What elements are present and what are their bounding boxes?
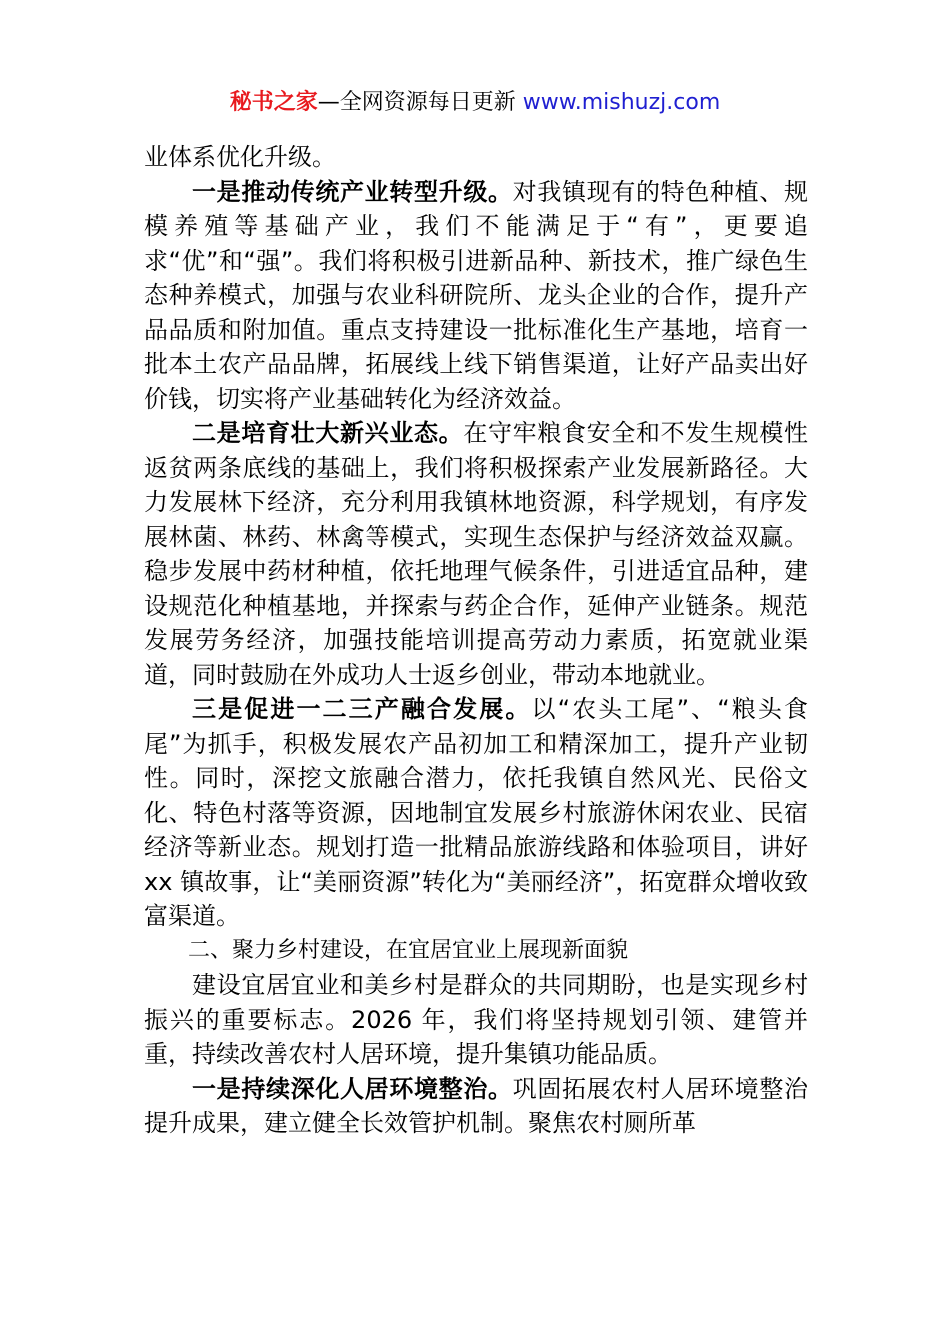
section-heading — [144, 934, 808, 969]
paragraph-upgrade-traditional-industry — [144, 175, 808, 417]
site-url-link[interactable]: www.mishuzj.com — [522, 90, 721, 115]
paragraph-lead: 一是推动传统产业转型升级。 — [192, 177, 513, 206]
paragraph-lead: 一是持续深化人居环境整治。 — [192, 1074, 513, 1103]
paragraph-text: 在守牢粮食安全和不发生规模性返贫两条底线的基础上，我们将积极探索产业发展新路径。大力发展林下经济，充分利用我镇林地资源，科学规划，有序发展林菌、林药、林禽等模式，实现生态保护与经济效益双赢。稳步发展中药材种植，依托地理气候条件，引进适宜品种，建设规范化种植基地，并探索与药企合作，延伸产业链条。规范发展劳务经济，加强技能培训提高劳动力素质，拓宽就业渠道，同时鼓励在外成功人士返乡创业，带动本地就业。 — [144, 419, 809, 689]
paragraph-rural-construction — [144, 968, 808, 1072]
paragraph-text: 对我镇现有的特色种植、规模养殖等基础产业，我们不能满足于“有”，更要追求“优”和“强”。我们将积极引进新品种、新技术，推广绿色生态种养模式，加强与农业科研院所、龙头企业的合作，提升产品品质和附加值。重点支持建设一批标准化生产基地，培育一批本土农产品品牌，拓展线上线下销售渠道，让好产品卖出好价钱，切实将产业基础转化为经济效益。 — [144, 177, 809, 413]
paragraph-text: 业体系优化升级。 — [144, 143, 336, 171]
site-header — [0, 88, 950, 118]
paragraph-text: 巩固拓展农村人居环境整治提升成果，建立健全长效管护机制。聚焦农村厕所革 — [144, 1074, 809, 1137]
paragraph-lead: 三是促进一二三产融合发展。 — [192, 695, 532, 723]
site-brand: 秘书之家 — [229, 90, 318, 115]
paragraph-industry-integration — [144, 692, 808, 934]
document-body — [144, 140, 808, 1141]
paragraph-text: 建设宜居宜业和美乡村是群众的共同期盼，也是实现乡村振兴的重要标志。2026 年，我们将坚持规划引领、建管并重，持续改善农村人居环境，提升集镇功能品质。 — [144, 971, 808, 1068]
paragraph-continuation — [144, 140, 808, 175]
paragraph-emerging-industries — [144, 416, 808, 692]
section-heading-text: 二、聚力乡村建设，在宜居宜业上展现新面貌 — [188, 937, 629, 963]
paragraph-text: 以“农头工尾”、“粮头食尾”为抓手，积极发展农产品初加工和精深加工，提升产业韧性。同时，深挖文旅融合潜力，依托我镇自然风光、民俗文化、特色村落等资源，因地制宜发展乡村旅游休闲农业、民宿经济等新业态。规划打造一批精品旅游线路和体验项目，讲好 xx 镇故事，让“美丽资源”转化为“美丽经济”，拓宽群众增收致富渠道。 — [144, 695, 809, 930]
site-tagline: —全网资源每日更新 — [317, 90, 523, 115]
paragraph-living-environment — [144, 1072, 808, 1141]
paragraph-lead: 二是培育壮大新兴业态。 — [192, 419, 464, 447]
